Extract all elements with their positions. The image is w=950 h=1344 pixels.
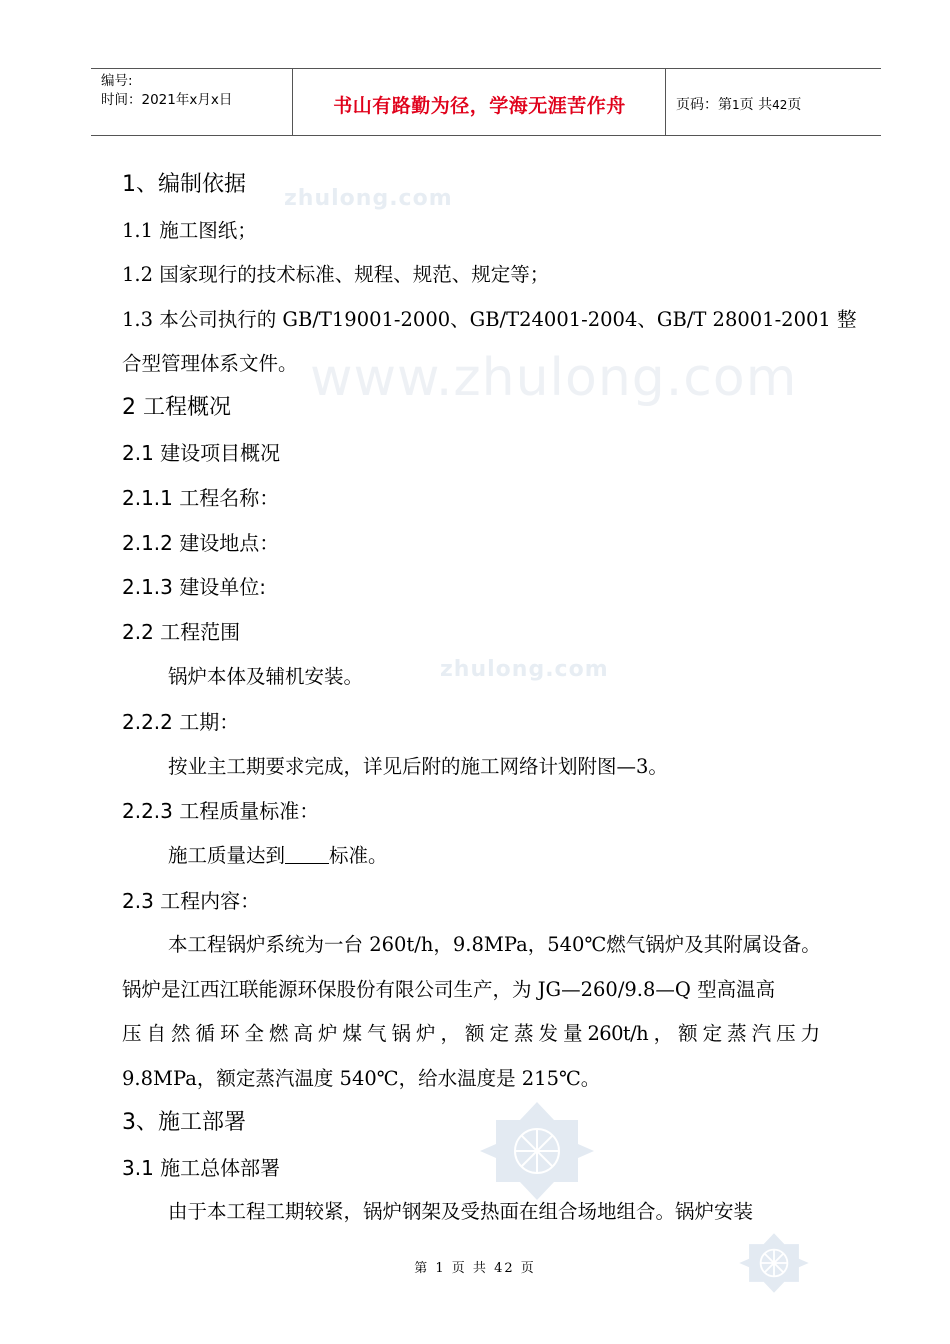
quality-text-post: 标准。: [329, 844, 388, 867]
item-2-3-para-line4: 9.8MPa，额定蒸汽温度 540℃，给水温度是 215℃。: [122, 1067, 601, 1090]
header-bottom-rule: [91, 135, 881, 136]
quality-blank: [285, 845, 329, 864]
item-2-1-2: 2.1.2 建设地点：: [122, 531, 280, 555]
header-top-rule: [91, 68, 881, 69]
header-page-info: [676, 94, 801, 114]
item-3-1: 3.1 施工总体部署: [122, 1156, 281, 1180]
section-3-title: 3、施工部署: [122, 1110, 246, 1135]
code-label: 编号:: [101, 73, 133, 89]
page-number: 1: [732, 98, 740, 112]
item-2-2-2-text: 按业主工期要求完成，详见后附的施工网络计划附图—3。: [168, 755, 668, 778]
item-2-2: 2.2 工程范围: [122, 620, 241, 644]
header-meta: [101, 72, 232, 110]
watermark-small-1: zhulong.com: [284, 186, 453, 211]
item-2-3-para-line1: 本工程锅炉系统为一台 260t/h，9.8MPa，540℃燃气锅炉及其附属设备。: [168, 933, 821, 956]
page-total: 42: [772, 98, 788, 112]
footer-prefix: 第: [414, 1261, 430, 1276]
item-2-2-2: 2.2.2 工期：: [122, 710, 240, 734]
page-end: 页: [787, 97, 802, 113]
watermark-big: www.zhulong.com: [310, 348, 798, 408]
item-2-3-para-line2: 锅炉是江西江联能源环保股份有限公司生产，为 JG—260/9.8—Q 型高温高: [122, 978, 776, 1001]
page-mid: 页 共: [739, 97, 773, 113]
item-2-3-para-line3: 压 自 然 循 环 全 燃 高 炉 煤 气 锅 炉 ， 额 定 蒸 发 量 260t/h ， 额 定 蒸 汽 压 力: [122, 1022, 820, 1045]
logo-watermark-1: [478, 1100, 596, 1202]
page-footer: [0, 1257, 950, 1276]
item-2-1-1: 2.1.1 工程名称：: [122, 486, 280, 510]
item-1-3-line1: 1.3 本公司执行的 GB/T19001-2000、GB/T24001-2004、GB/T 28001-2001 整: [122, 308, 857, 331]
footer-total: 42: [494, 1261, 515, 1276]
page-label: 页码：第: [676, 97, 732, 113]
header-motto: 书山有路勤为径，学海无涯苦作舟: [333, 95, 626, 117]
item-2-1-3: 2.1.3 建设单位:: [122, 575, 266, 599]
quality-text-pre: 施工质量达到: [168, 844, 286, 867]
time-value: 2021年x月x日: [141, 92, 233, 108]
item-1-1: 1.1 施工图纸；: [122, 219, 257, 242]
time-label: 时间：: [101, 92, 142, 108]
footer-mid: 页 共: [451, 1261, 488, 1276]
item-2-2-text: 锅炉本体及辅机安装。: [168, 665, 364, 688]
time-line: [101, 91, 232, 110]
item-2-2-3-text: [168, 843, 388, 869]
section-2-title: 2 工程概况: [122, 395, 231, 420]
item-2-2-3: 2.2.3 工程质量标准：: [122, 799, 320, 823]
footer-page: 1: [435, 1261, 446, 1276]
item-3-1-text: 由于本工程工期较紧，锅炉钢架及受热面在组合场地组合。锅炉安装: [168, 1200, 754, 1223]
section-1-title: 1、编制依据: [122, 172, 246, 197]
watermark-small-2: zhulong.com: [440, 657, 609, 682]
footer-suffix: 页: [520, 1261, 536, 1276]
item-2-3: 2.3 工程内容：: [122, 889, 261, 913]
item-1-2: 1.2 国家现行的技术标准、规程、规范、规定等；: [122, 263, 550, 286]
item-1-3-line2: 合型管理体系文件。: [122, 352, 298, 375]
item-2-1: 2.1 建设项目概况: [122, 441, 281, 465]
